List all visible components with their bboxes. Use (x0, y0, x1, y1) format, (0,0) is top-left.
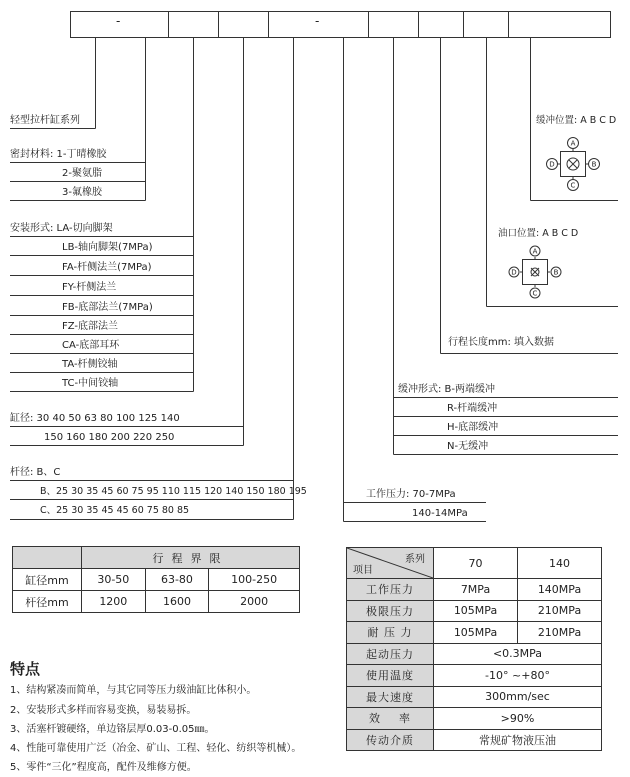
mount-ta: TA-杆侧铰轴 (62, 359, 118, 370)
cushion-pos-c: C (570, 181, 576, 190)
spec-cell: 140MPa (518, 579, 602, 601)
features-title: 特点 (10, 660, 41, 678)
stroke-row-label: 缸径mm (13, 569, 82, 591)
mount-lb: LB-轴向脚架(7MPa) (62, 242, 153, 253)
feature-item: 5、零件“三化”程度高，配件及维修方便。 (10, 762, 197, 773)
spec-cell: 105MPa (434, 600, 518, 622)
seal-2: 2-聚氨脂 (62, 168, 102, 179)
spec-row-label: 耐 压 力 (347, 622, 434, 644)
port-pos-a: A (532, 247, 538, 256)
stroke-table-header: 行程界限 (82, 547, 300, 569)
spec-row-label: 使用温度 (347, 665, 434, 687)
spec-row-label: 最大速度 (347, 686, 434, 708)
spec-cell: 210MPa (518, 622, 602, 644)
feature-item: 1、结构紧凑而简单，与其它同等压力级油缸比体积小。 (10, 685, 257, 696)
code-box-frame (71, 12, 611, 38)
spec-cell: 7MPa (434, 579, 518, 601)
bore-line-2: 150 160 180 200 220 250 (44, 432, 175, 443)
stroke-length-label: 行程长度mm: 填入数据 (448, 337, 555, 348)
rod-title: 杆径: B、C (10, 467, 61, 478)
mount-fa: FA-杆侧法兰(7MPa) (62, 262, 152, 273)
stroke-row-label: 杆径mm (13, 591, 82, 613)
spec-cell: -10° ~+80° (434, 665, 602, 687)
spec-cell: <0.3MPa (434, 643, 602, 665)
spec-corner-item: 项目 (353, 565, 373, 576)
spec-cell: 常规矿物液压油 (434, 729, 602, 751)
stroke-cell: 1600 (145, 591, 209, 613)
cushion-pos-d: D (549, 160, 555, 169)
spec-cell: 210MPa (518, 600, 602, 622)
port-pos-b: B (553, 268, 559, 277)
stroke-limit-table (12, 546, 300, 613)
spec-row-label: 工作压力 (347, 579, 434, 601)
stroke-cell: 2000 (209, 591, 300, 613)
spec-cell: >90% (434, 708, 602, 730)
mount-fz: FZ-底部法兰 (62, 321, 119, 332)
port-position-label: 油口位置: A B C D (498, 228, 579, 239)
spec-cell: 105MPa (434, 622, 518, 644)
feature-item: 2、安装形式多样而容易变换，易装易拆。 (10, 705, 197, 716)
code-dash-2: - (315, 14, 320, 28)
mount-tc: TC-中间铰轴 (62, 378, 119, 389)
stroke-cell: 30-50 (82, 569, 146, 591)
stroke-cell: 100-250 (209, 569, 300, 591)
pressure-140: 140-14MPa (412, 508, 468, 519)
spec-row-label: 传动介质 (347, 729, 434, 751)
spec-cell: 300mm/sec (434, 686, 602, 708)
cushion-type-n: N-无缓冲 (447, 441, 489, 452)
bore-line-1: 缸径: 30 40 50 63 80 100 125 140 (10, 413, 180, 424)
feature-item: 3、活塞杆镀硬络，单边铬层厚0.03-0.05㎜。 (10, 724, 215, 735)
stroke-cell: 1200 (82, 591, 146, 613)
cushion-position-label: 缓冲位置: A B C D (536, 115, 617, 126)
code-dash-1: - (116, 14, 121, 28)
cushion-pos-b: B (591, 160, 597, 169)
mount-fy: FY-杆侧法兰 (62, 282, 117, 293)
cushion-type-h: H-底部缓冲 (447, 422, 499, 433)
cushion-type-r: R-杆端缓冲 (447, 403, 498, 414)
seal-title: 密封材料: 1-丁晴橡胶 (10, 149, 107, 160)
spec-corner (347, 548, 434, 579)
mount-fb: FB-底部法兰(7MPa) (62, 302, 153, 313)
spec-row-label: 起动压力 (347, 643, 434, 665)
rod-c: C、25 30 35 45 45 60 75 80 85 (40, 505, 190, 516)
stroke-cell: 63-80 (145, 569, 209, 591)
mount-title: 安装形式: LA-切向脚架 (10, 223, 113, 234)
pressure-title: 工作压力: 70-7MPa (366, 489, 456, 500)
spec-corner-series: 系列 (405, 554, 425, 565)
rod-b: B、25 30 35 45 60 75 95 110 115 120 140 150 180 195 (40, 486, 307, 497)
series-label: 轻型拉杆缸系列 (10, 115, 80, 126)
spec-row-label: 极限压力 (347, 600, 434, 622)
mount-ca: CA-底部耳环 (62, 340, 120, 351)
feature-item: 4、性能可靠使用广泛（冶金、矿山、工程、轻化、纺织等机械）。 (10, 743, 302, 754)
spec-col-140: 140 (518, 548, 602, 579)
cushion-pos-a: A (570, 139, 576, 148)
spec-row-label: 效 率 (347, 708, 434, 730)
port-pos-c: C (532, 289, 538, 298)
spec-col-70: 70 (434, 548, 518, 579)
cushion-type-title: 缓冲形式: B-两端缓冲 (398, 384, 496, 395)
port-pos-d: D (511, 268, 517, 277)
spec-table (346, 547, 602, 751)
seal-3: 3-氟橡胶 (62, 187, 102, 198)
